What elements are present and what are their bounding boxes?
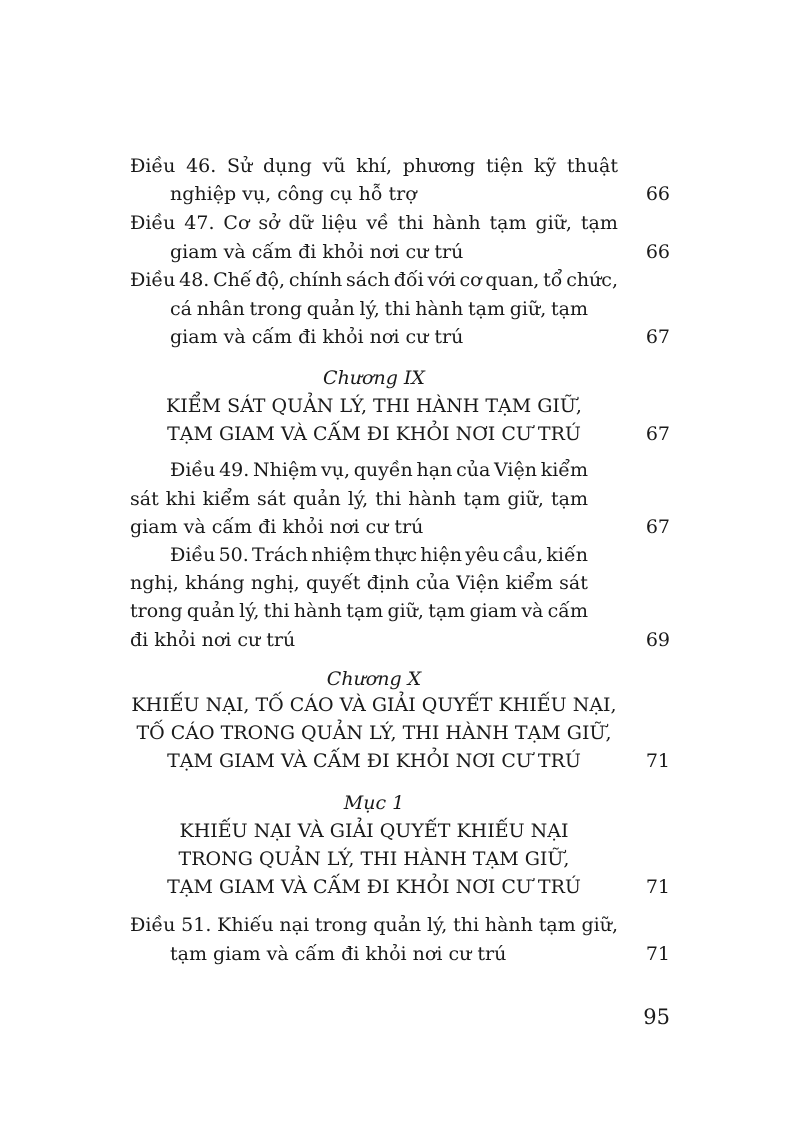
- word: Viện: [456, 572, 500, 594]
- toc-page-dieu-47: 66: [645, 241, 670, 263]
- word: dữ: [288, 212, 313, 234]
- word: 48.: [179, 269, 210, 291]
- toc-entry-dieu-51-line2: tạm giam và cấm đi khỏi nơi cư trú: [170, 943, 507, 965]
- word: hành: [484, 914, 533, 936]
- word: quản: [292, 488, 341, 510]
- word: Cơ: [223, 212, 250, 234]
- page-number: 95: [643, 1005, 670, 1029]
- word: giữ,: [535, 212, 572, 234]
- word: tạm: [489, 212, 527, 234]
- word: thi: [375, 488, 402, 510]
- toc-entry-dieu-50-line2: [130, 569, 588, 597]
- word: sát: [257, 488, 286, 510]
- word: cơ: [459, 269, 482, 291]
- toc-entry-dieu-49-line2: [130, 485, 588, 513]
- word: trong: [314, 914, 368, 936]
- word: Điều: [130, 212, 176, 234]
- word: Viện: [494, 459, 537, 481]
- word: hành: [293, 600, 342, 622]
- word: giữ,: [387, 600, 424, 622]
- word: hành: [432, 212, 481, 234]
- word: kiểm: [202, 488, 250, 510]
- word: sở: [258, 212, 280, 234]
- word: tạm: [463, 488, 501, 510]
- word: sách: [346, 269, 390, 291]
- word: nại: [279, 914, 310, 936]
- word: 49.: [219, 459, 250, 481]
- word: nghị,: [250, 572, 300, 594]
- word: của: [415, 572, 450, 594]
- word: và: [521, 600, 544, 622]
- toc-entry-dieu-49-line3: giam và cấm đi khỏi nơi cư trú: [130, 516, 424, 538]
- word: hiện: [420, 544, 462, 566]
- word: chức,: [566, 269, 618, 291]
- toc-page-dieu-51: 71: [645, 943, 670, 965]
- word: tạm: [346, 600, 384, 622]
- word: khi: [165, 488, 196, 510]
- word: hành: [408, 488, 457, 510]
- toc-entry-dieu-46-line2: nghiệp vụ, công cụ hỗ trợ: [170, 183, 417, 205]
- toc-entry-dieu-51-line1: [130, 911, 618, 939]
- word: tổ: [543, 269, 563, 291]
- word: trong: [249, 298, 303, 320]
- word: quan,: [485, 269, 540, 291]
- word: nhiệm: [311, 544, 371, 566]
- chapter-10-title-line2: TỐ CÁO TRONG QUẢN LÝ, THI HÀNH TẠM GIỮ,: [136, 722, 612, 744]
- word: 46.: [186, 155, 217, 177]
- section-1-title-line2: TRONG QUẢN LÝ, THI HÀNH TẠM GIỮ,: [178, 848, 570, 870]
- word: Trách: [252, 544, 308, 566]
- word: tạm: [538, 914, 576, 936]
- word: 47.: [184, 212, 215, 234]
- word: sát: [130, 488, 159, 510]
- word: nghị,: [130, 572, 179, 594]
- word: Nhiệm: [253, 459, 318, 481]
- word: thi: [263, 600, 290, 622]
- word: cá: [170, 298, 192, 320]
- toc-entry-dieu-46-line1: [130, 152, 618, 180]
- word: lý,: [239, 600, 260, 622]
- word: hành: [415, 298, 464, 320]
- section-1-title-line3: TẠM GIAM VÀ CẤM ĐI KHỎI NƠI CƯ TRÚ: [167, 876, 581, 898]
- toc-entry-dieu-48-line1: [130, 266, 618, 294]
- word: Sử: [227, 155, 253, 177]
- word: Chế: [213, 269, 252, 291]
- word: cầu,: [502, 544, 544, 566]
- word: yêu: [465, 544, 500, 566]
- word: quản: [306, 298, 355, 320]
- word: phương: [402, 155, 476, 177]
- word: Điều: [130, 155, 176, 177]
- word: lý,: [359, 298, 380, 320]
- word: thuật: [566, 155, 618, 177]
- word: thi: [453, 914, 480, 936]
- word: quyền: [353, 459, 413, 481]
- word: Điều: [170, 459, 216, 481]
- word: tạm: [580, 212, 618, 234]
- word: quản: [373, 914, 422, 936]
- section-1-label: Mục 1: [343, 792, 405, 814]
- toc-entry-dieu-50-line4: đi khỏi nơi cư trú: [130, 629, 296, 651]
- word: tiện: [486, 155, 524, 177]
- chapter-10-label: Chương X: [326, 668, 422, 690]
- chapter-9-title-line1: KIỂM SÁT QUẢN LÝ, THI HÀNH TẠM GIỮ,: [166, 395, 582, 417]
- toc-page-dieu-46: 66: [645, 183, 670, 205]
- toc-entry-dieu-48-line3: giam và cấm đi khỏi nơi cư trú: [170, 326, 464, 348]
- word: giam: [469, 600, 518, 622]
- toc-entry-dieu-47-line1: [130, 209, 618, 237]
- word: vụ,: [320, 459, 350, 481]
- word: Điều: [130, 269, 176, 291]
- word: đối: [393, 269, 424, 291]
- word: tạm: [550, 488, 588, 510]
- word: giữ,: [507, 488, 544, 510]
- toc-page-chapter-9: 67: [645, 423, 670, 445]
- word: vũ: [322, 155, 346, 177]
- word: tạm: [550, 298, 588, 320]
- toc-entry-dieu-47-line2: giam và cấm đi khỏi nơi cư trú: [170, 241, 464, 263]
- word: tạm: [468, 298, 505, 320]
- word: khí,: [356, 155, 393, 177]
- word: sát: [559, 572, 588, 594]
- word: kháng: [185, 572, 245, 594]
- word: của: [456, 459, 491, 481]
- word: nhân: [196, 298, 245, 320]
- word: về: [366, 212, 389, 234]
- word: kiến: [546, 544, 588, 566]
- toc-page-chapter-10: 71: [645, 750, 670, 772]
- toc-entry-dieu-48-line2: [170, 295, 588, 323]
- word: trong: [130, 600, 183, 622]
- chapter-10-title-line3: TẠM GIAM VÀ CẤM ĐI KHỎI NƠI CƯ TRÚ: [167, 750, 581, 772]
- word: với: [427, 269, 456, 291]
- word: độ,: [255, 269, 286, 291]
- toc-page-dieu-49: 67: [645, 516, 670, 538]
- toc-page-dieu-48: 67: [645, 326, 670, 348]
- word: thực: [374, 544, 417, 566]
- word: 50.: [218, 544, 249, 566]
- word: kiểm: [540, 459, 588, 481]
- toc-entry-dieu-50-line1: [170, 541, 588, 569]
- word: chính: [288, 269, 343, 291]
- word: kiểm: [505, 572, 553, 594]
- word: 51.: [181, 914, 212, 936]
- word: giữ,: [581, 914, 618, 936]
- word: Khiếu: [217, 914, 274, 936]
- chapter-9-label: Chương IX: [323, 367, 425, 389]
- toc-entry-dieu-50-line3: [130, 597, 588, 625]
- word: dụng: [262, 155, 312, 177]
- word: lý,: [426, 914, 448, 936]
- word: quyết: [305, 572, 361, 594]
- word: Điều: [130, 914, 176, 936]
- chapter-9-title-line2: TẠM GIAM VÀ CẤM ĐI KHỎI NƠI CƯ TRÚ: [167, 423, 581, 445]
- section-1-title-line1: KHIẾU NẠI VÀ GIẢI QUYẾT KHIẾU NẠI: [179, 820, 569, 842]
- word: thi: [397, 212, 424, 234]
- word: định: [366, 572, 410, 594]
- word: thi: [384, 298, 411, 320]
- toc-entry-dieu-49-line1: [170, 456, 588, 484]
- word: tạm: [428, 600, 466, 622]
- word: giữ,: [509, 298, 547, 320]
- toc-page-section-1: 71: [645, 876, 670, 898]
- chapter-10-title-line1: KHIẾU NẠI, TỐ CÁO VÀ GIẢI QUYẾT KHIẾU NẠI,: [131, 694, 617, 716]
- word: cấm: [547, 600, 588, 622]
- word: lý,: [347, 488, 369, 510]
- word: quản: [186, 600, 235, 622]
- word: liệu: [321, 212, 358, 234]
- toc-page-dieu-50: 69: [645, 629, 670, 651]
- word: kỹ: [533, 155, 557, 177]
- word: Điều: [170, 544, 216, 566]
- word: hạn: [416, 459, 453, 481]
